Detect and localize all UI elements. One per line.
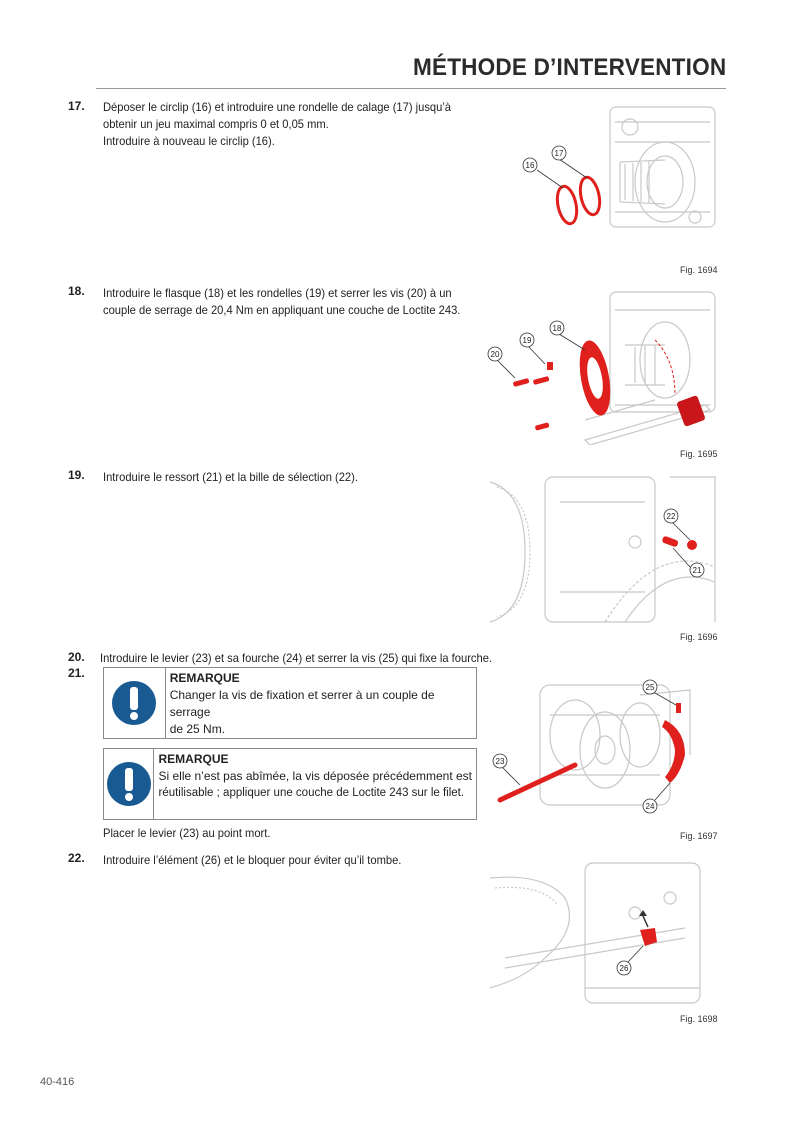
remark-box <box>103 748 477 820</box>
remark-title: REMARQUE <box>158 752 229 766</box>
callout-label: 24 <box>645 802 655 811</box>
figure-1694-illustration <box>515 102 720 257</box>
figure-caption: Fig. 1695 <box>680 449 718 459</box>
remark-body <box>166 668 476 738</box>
step-19-text <box>103 469 358 486</box>
step-line: couple de serrage de 20,4 Nm en appliquant une couche de Loctite 243. <box>103 303 461 317</box>
header-divider <box>96 88 726 89</box>
callout-label: 23 <box>495 757 505 766</box>
remark-line: de 25 Nm. <box>169 722 226 736</box>
figure-1696-illustration <box>485 472 720 627</box>
page-number: 40-416 <box>40 1076 75 1088</box>
remark-title: REMARQUE <box>169 671 240 685</box>
remark-icon-cell <box>104 668 166 738</box>
step-line: Introduire le ressort (21) et la bille de sélection (22). <box>103 470 358 484</box>
remark-box <box>103 667 477 739</box>
step-18-text <box>103 285 460 319</box>
callout-label: 19 <box>522 336 532 345</box>
step-17-text <box>103 99 451 150</box>
step-number: 21. <box>68 666 85 680</box>
callout-label: 16 <box>525 161 535 170</box>
figure-1697-illustration <box>490 675 720 825</box>
step-20-text <box>100 650 492 667</box>
step-line: Déposer le circlip (16) et introduire une rondelle de calage (17) jusqu’à <box>103 100 452 114</box>
exclamation-circle-icon <box>111 680 157 726</box>
step-21-followup <box>103 825 270 842</box>
figure-1695-illustration <box>485 290 720 445</box>
remark-icon-cell <box>104 749 154 819</box>
figure-caption: Fig. 1696 <box>680 632 718 642</box>
remark-line: Changer la vis de fixation et serrer à un couple de serrage <box>169 688 435 719</box>
figure-1698-illustration <box>485 858 710 1010</box>
remark-body <box>154 749 476 819</box>
figure-caption: Fig. 1697 <box>680 831 718 841</box>
callout-label: 20 <box>490 350 500 359</box>
callout-label: 22 <box>666 512 676 521</box>
step-line: obtenir un jeu maximal compris 0 et 0,05 mm. <box>103 117 329 131</box>
step-number: 18. <box>68 284 85 298</box>
exclamation-circle-icon <box>106 761 152 807</box>
step-line: Placer le levier (23) au point mort. <box>103 826 271 840</box>
step-number: 17. <box>68 99 85 113</box>
remark-line: Si elle n’est pas abîmée, la vis déposée précédemment est <box>158 769 472 783</box>
callout-label: 21 <box>692 566 702 575</box>
step-line: Introduire l’élément (26) et le bloquer pour éviter qu’il tombe. <box>103 853 402 867</box>
step-22-text <box>103 852 401 869</box>
callout-label: 25 <box>645 683 655 692</box>
callout-label: 17 <box>554 149 564 158</box>
page-title: MÉTHODE D’INTERVENTION <box>412 54 726 81</box>
remark-line: réutilisable ; appliquer une couche de Loctite 243 sur le filet. <box>158 787 465 799</box>
step-number: 19. <box>68 468 85 482</box>
step-number: 20. <box>68 650 85 664</box>
figure-caption: Fig. 1698 <box>680 1014 718 1024</box>
step-line: Introduire le flasque (18) et les rondelles (19) et serrer les vis (20) à un <box>103 286 452 300</box>
step-line: Introduire le levier (23) et sa fourche (24) et serrer la vis (25) qui fixe la fourche. <box>100 651 493 665</box>
step-number: 22. <box>68 851 85 865</box>
callout-label: 26 <box>619 964 629 973</box>
figure-caption: Fig. 1694 <box>680 265 718 275</box>
step-line: Introduire à nouveau le circlip (16). <box>103 134 275 148</box>
callout-label: 18 <box>552 324 562 333</box>
